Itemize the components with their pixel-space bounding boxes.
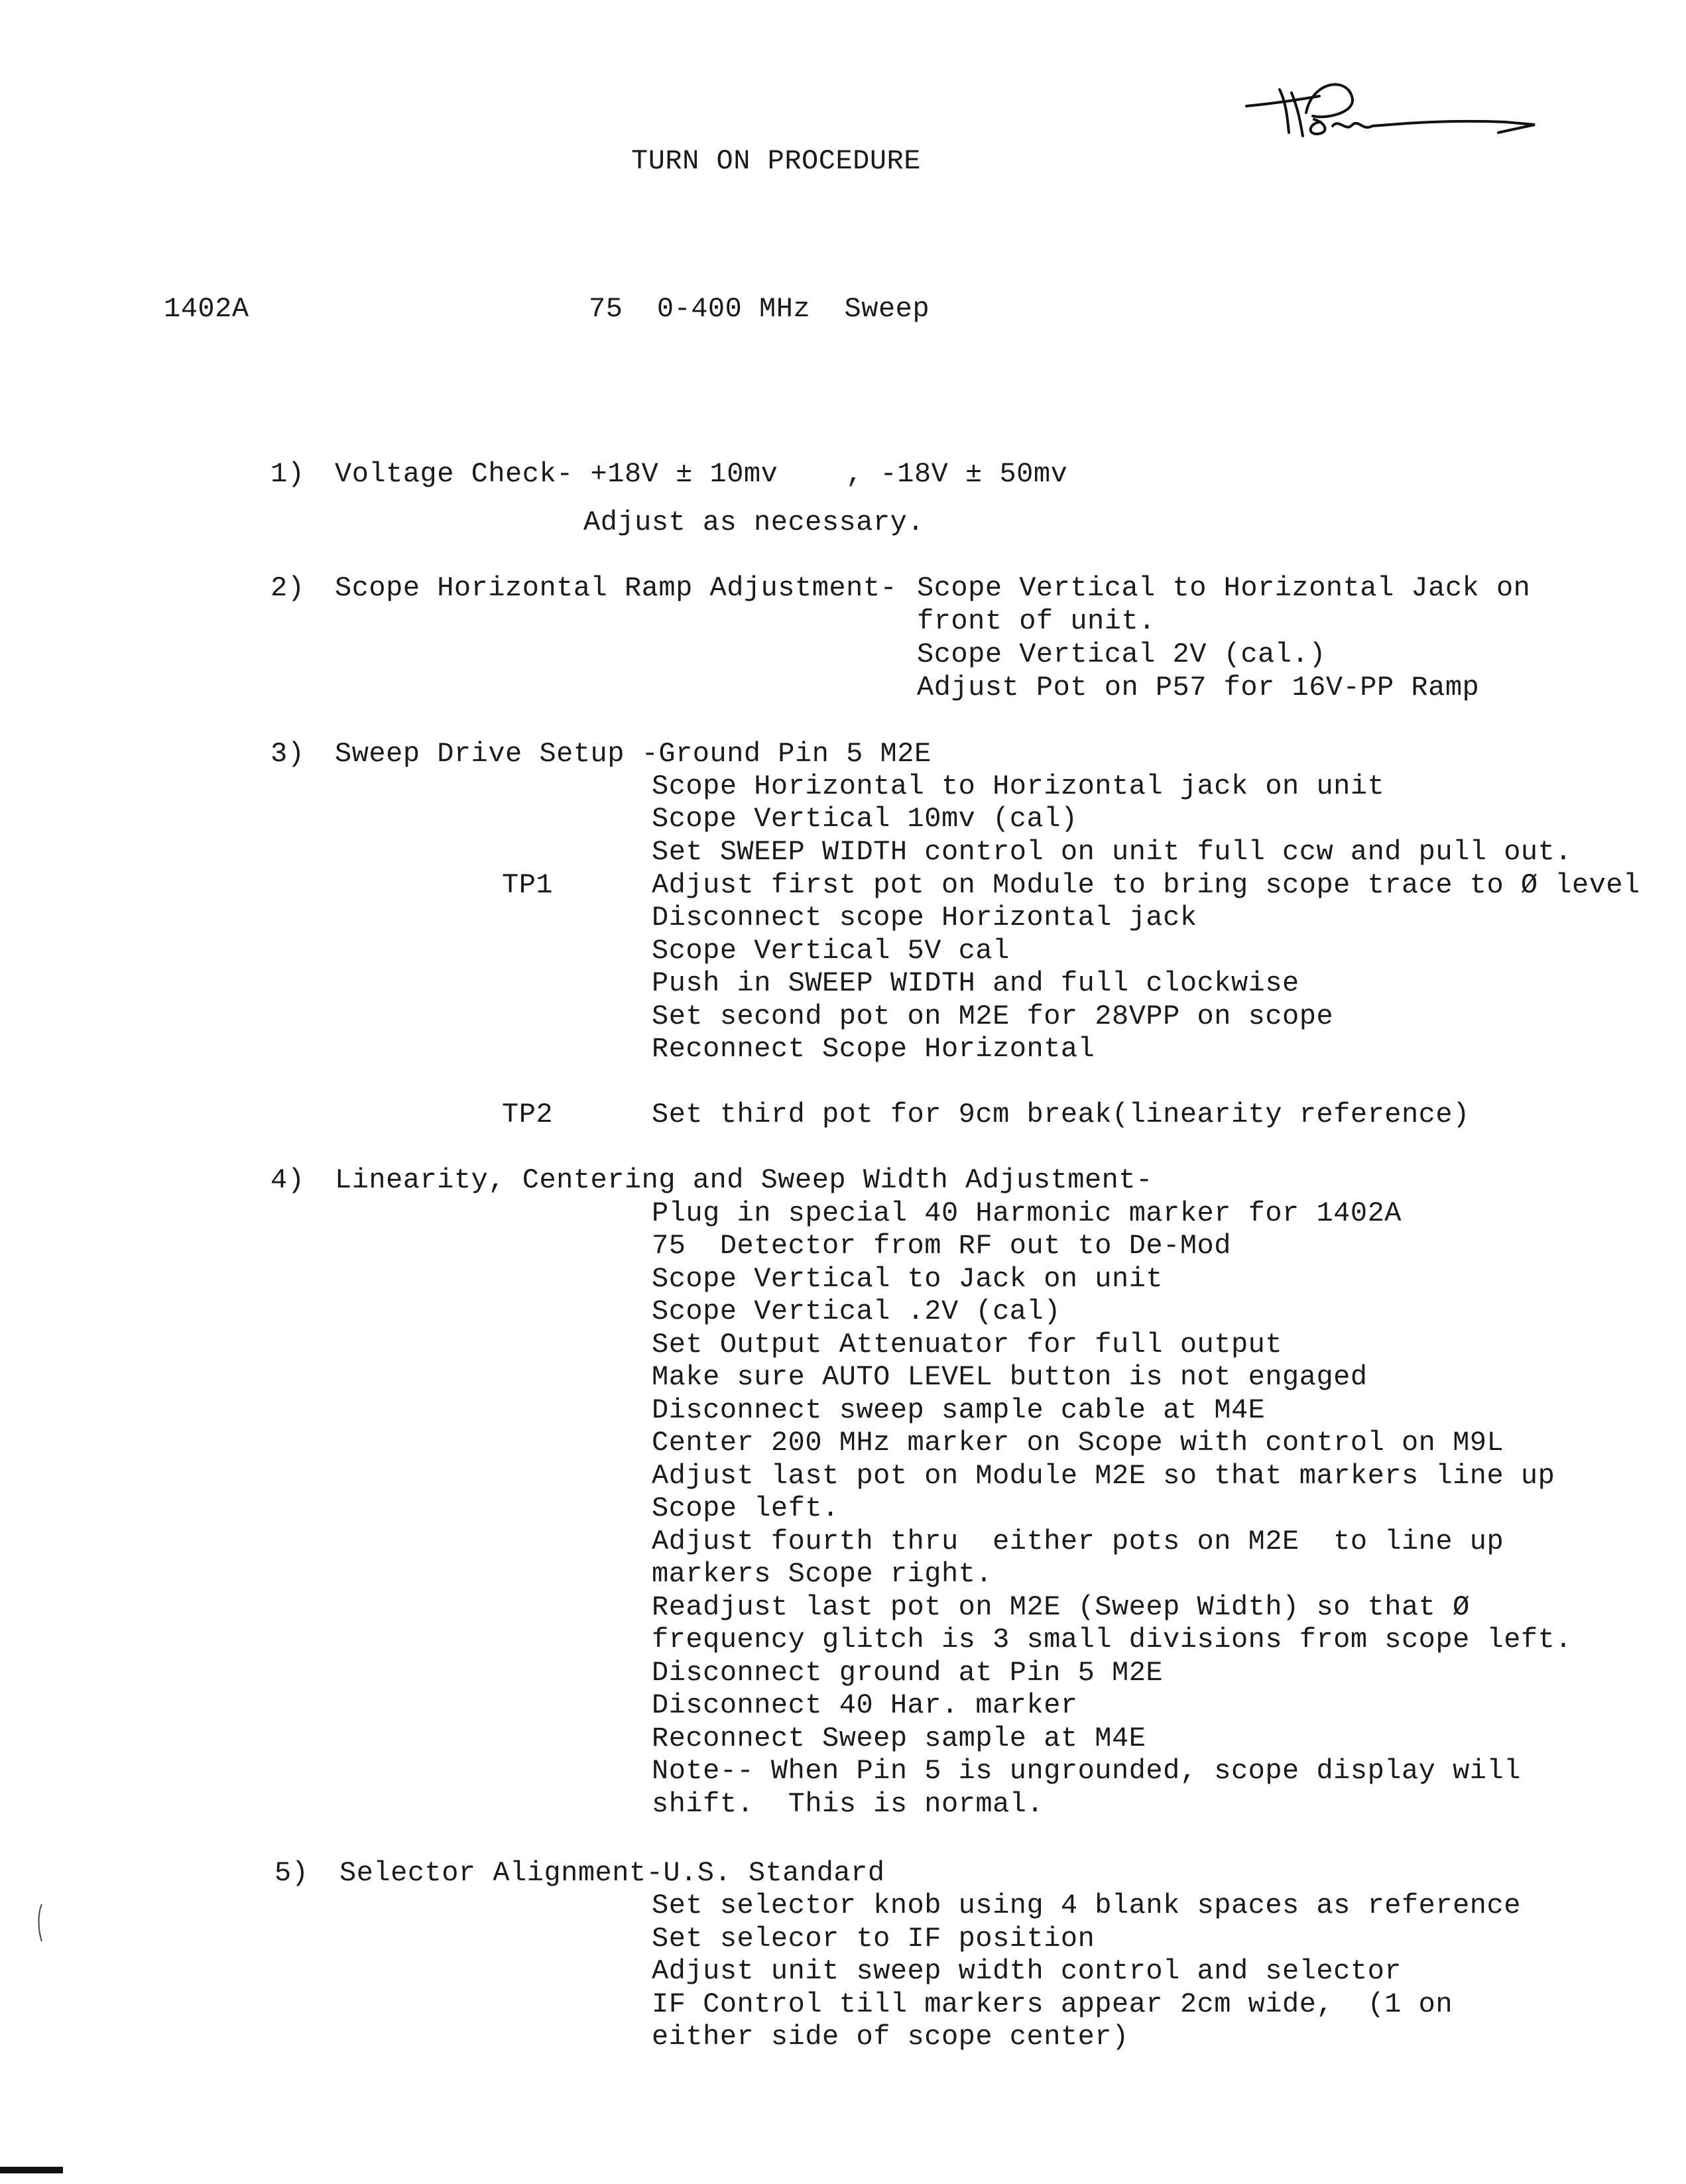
step-3-line: Scope Vertical 5V cal	[652, 935, 1010, 967]
step-4-line: Disconnect ground at Pin 5 M2E	[652, 1657, 1164, 1689]
step-4-line: Adjust fourth thru either pots on M2E to line up	[652, 1526, 1504, 1557]
step-3-line: Disconnect scope Horizontal jack	[652, 902, 1197, 934]
step-4-line: Scope Vertical to Jack on unit	[652, 1263, 1164, 1295]
step-4-line: Make sure AUTO LEVEL button is not engaged	[652, 1361, 1368, 1393]
step-3-line: Set SWEEP WIDTH control on unit full ccw and pull out.	[652, 836, 1573, 868]
step-4-line: Adjust last pot on Module M2E so that markers line up	[652, 1460, 1555, 1492]
step-4-line: Scope left.	[652, 1492, 839, 1524]
step-5-heading: Selector Alignment-U.S. Standard	[339, 1857, 885, 1889]
scan-edge-bar	[0, 2167, 63, 2173]
step-2-heading: Scope Horizontal Ramp Adjustment-	[335, 572, 898, 604]
step-4-line: Note-- When Pin 5 is ungrounded, scope display will	[652, 1755, 1521, 1787]
step-3-line: Set second pot on M2E for 28VPP on scope	[652, 1001, 1334, 1032]
step-4-line: frequency glitch is 3 small divisions from scope left.	[652, 1624, 1573, 1656]
step-5-line: either side of scope center)	[652, 2021, 1129, 2053]
model-spec: 75 0-400 MHz Sweep	[589, 293, 930, 325]
step-4-line: Disconnect 40 Har. marker	[652, 1689, 1078, 1721]
step-2-number: 2)	[271, 572, 305, 604]
step-4-line: Readjust last pot on M2E (Sweep Width) so that Ø	[652, 1591, 1470, 1623]
test-point-2-label: TP2	[502, 1099, 554, 1130]
step-4-line: Reconnect Sweep sample at M4E	[652, 1723, 1146, 1754]
step-3-line: Push in SWEEP WIDTH and full clockwise	[652, 967, 1299, 999]
step-2-line: Scope Vertical 2V (cal.)	[917, 638, 1326, 670]
step-3-line: Scope Horizontal to Horizontal jack on unit	[652, 770, 1385, 802]
step-2-line: Scope Vertical to Horizontal Jack on	[917, 572, 1531, 604]
step-4-line: Scope Vertical .2V (cal)	[652, 1296, 1061, 1327]
step-5-line: Set selector knob using 4 blank spaces as reference	[652, 1890, 1521, 1921]
step-4-heading: Linearity, Centering and Sweep Width Adjustment-	[335, 1164, 1153, 1196]
step-5-line: Set selecor to IF position	[652, 1923, 1095, 1955]
step-1-line: Adjust as necessary.	[583, 507, 925, 538]
step-3-line: Adjust first pot on Module to bring scope trace to Ø level	[652, 869, 1640, 901]
step-4-line: Plug in special 40 Harmonic marker for 1402A	[652, 1197, 1402, 1229]
document-title: TURN ON PROCEDURE	[631, 145, 921, 177]
step-2-line: Adjust Pot on P57 for 16V-PP Ramp	[917, 672, 1480, 703]
model-number: 1402A	[164, 293, 249, 325]
step-1-number: 1)	[271, 458, 305, 490]
step-4-number: 4)	[271, 1164, 305, 1196]
step-4-line: shift. This is normal.	[652, 1788, 1044, 1820]
step-4-line: 75 Detector from RF out to De-Mod	[652, 1230, 1231, 1262]
step-3-line: Scope Vertical 10mv (cal)	[652, 803, 1078, 835]
step-4-line: Disconnect sweep sample cable at M4E	[652, 1394, 1266, 1426]
step-1-heading: Voltage Check- +18V ± 10mv , -18V ± 50mv	[335, 458, 1068, 490]
step-5-line: Adjust unit sweep width control and selector	[652, 1955, 1402, 1987]
scan-artifact-mark	[36, 1903, 44, 1943]
step-3-number: 3)	[271, 738, 305, 770]
step-4-line: Center 200 MHz marker on Scope with control on M9L	[652, 1427, 1504, 1459]
test-point-1-label: TP1	[502, 869, 554, 901]
step-5-line: IF Control till markers appear 2cm wide, (1 on	[652, 1988, 1453, 2020]
step-5-number: 5)	[274, 1857, 309, 1889]
step-2-line: front of unit.	[917, 605, 1156, 637]
signature-image	[1240, 73, 1545, 146]
step-4-line: Set Output Attenuator for full output	[652, 1329, 1283, 1361]
step-3-line: Reconnect Scope Horizontal	[652, 1033, 1095, 1065]
step-3-heading: Sweep Drive Setup -Ground Pin 5 M2E	[335, 738, 932, 770]
step-4-line: markers Scope right.	[652, 1558, 993, 1590]
step-3-line: Set third pot for 9cm break(linearity reference)	[652, 1099, 1470, 1130]
